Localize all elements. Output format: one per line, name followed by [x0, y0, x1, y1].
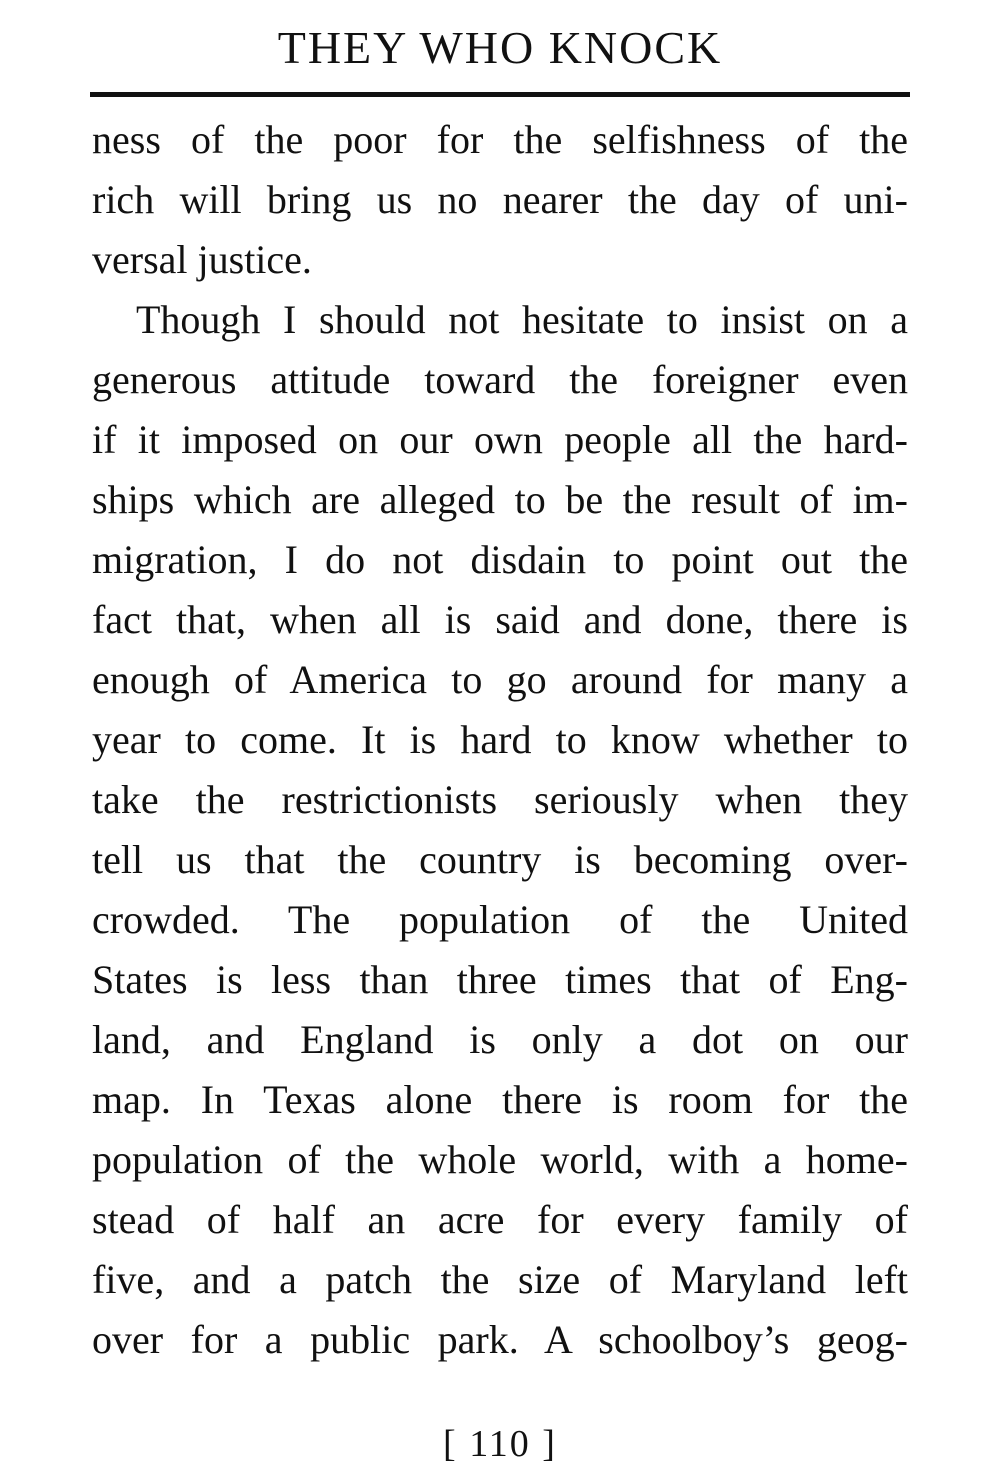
- text-line: year to come. It is hard to know whether to: [92, 717, 908, 762]
- text-line: map. In Texas alone there is room for the: [92, 1077, 908, 1122]
- text-line: if it imposed on our own people all the hard-: [92, 417, 908, 462]
- text-line: ness of the poor for the selfishness of the: [92, 117, 908, 162]
- text-line: States is less than three times that of Eng-: [92, 957, 908, 1002]
- text-line: versal justice.: [92, 237, 312, 282]
- body-text: [92, 110, 908, 1370]
- text-line: stead of half an acre for every family of: [92, 1197, 908, 1242]
- text-line: land, and England is only a dot on our: [92, 1017, 908, 1062]
- text-line: crowded. The population of the United: [92, 897, 908, 942]
- text-line: tell us that the country is becoming over-: [92, 837, 908, 882]
- text-line: ships which are alleged to be the result of im-: [92, 477, 908, 522]
- text-line: rich will bring us no nearer the day of uni-: [92, 177, 908, 222]
- text-line: generous attitude toward the foreigner even: [92, 357, 908, 402]
- text-line: fact that, when all is said and done, there is: [92, 597, 908, 642]
- text-line: enough of America to go around for many a: [92, 657, 908, 702]
- text-line: take the restrictionists seriously when they: [92, 777, 908, 822]
- page-number: [ 110 ]: [443, 1423, 557, 1465]
- text-line: population of the whole world, with a home-: [92, 1137, 908, 1182]
- text-line: Though I should not hesitate to insist on a: [136, 297, 908, 342]
- text-line: five, and a patch the size of Maryland left: [92, 1257, 908, 1302]
- text-line: migration, I do not disdain to point out the: [92, 537, 908, 582]
- text-line: over for a public park. A schoolboy’s geog-: [92, 1317, 908, 1362]
- header-rule: [90, 92, 910, 97]
- running-head: THEY WHO KNOCK: [277, 22, 723, 73]
